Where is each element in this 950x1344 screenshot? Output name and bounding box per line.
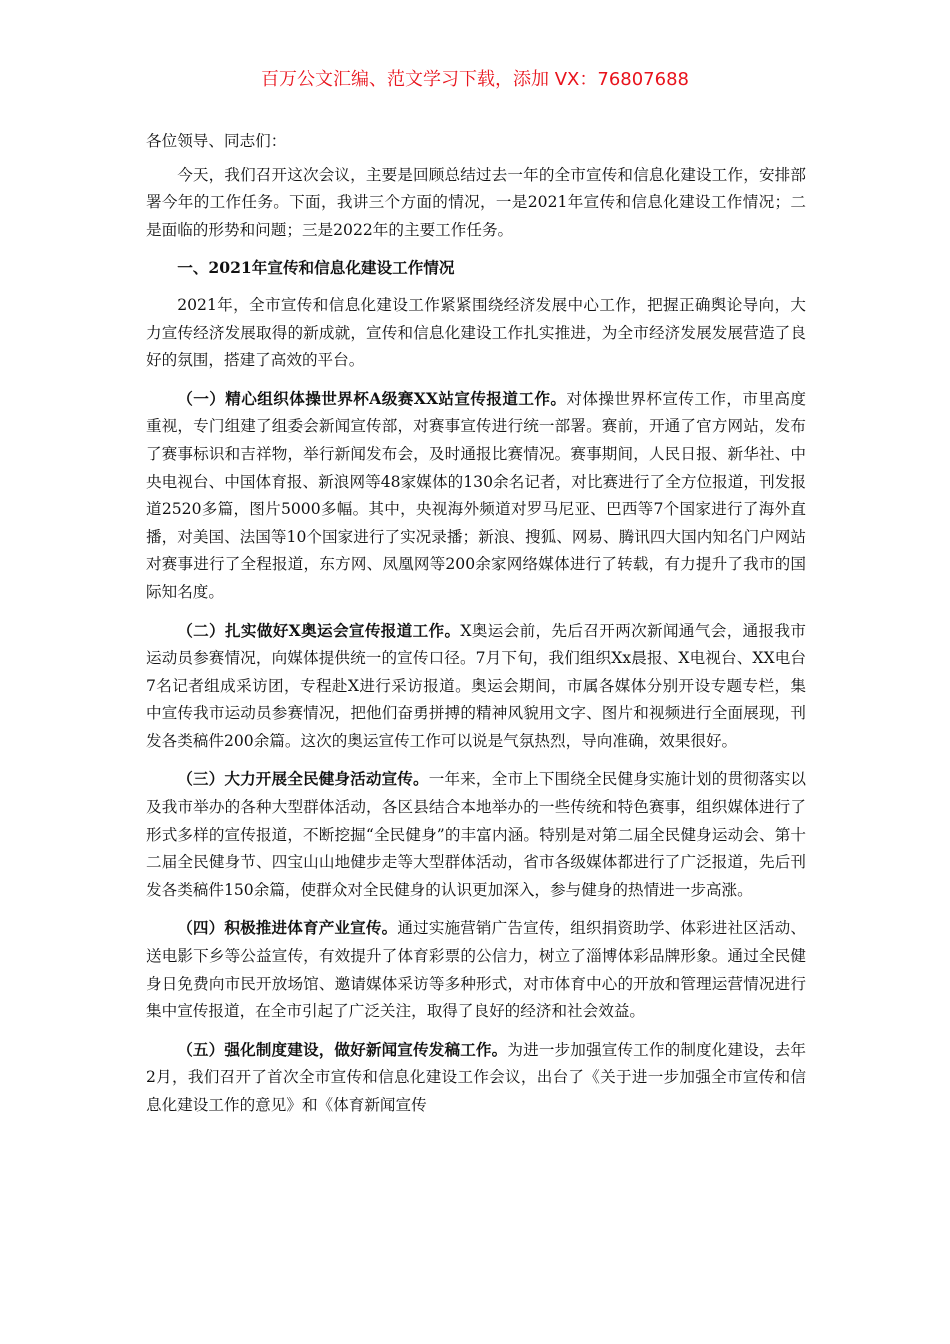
item-text-5: 为进一步加强宣传工作的制度化建设，去年2月，我们召开了首次全市宣传和信息化建设工作会议，出台了《关于进一步加强全市宣传和信息化建设工作的意见》和《体育新闻宣传 — [146, 1040, 806, 1114]
item-lead-4: （四）积极推进体育产业宣传。 — [177, 918, 398, 938]
intro-paragraph: 今天，我们召开这次会议，主要是回顾总结过去一年的全市宣传和信息化建设工作，安排部署今年的工作任务。下面，我讲三个方面的情况，一是2021年宣传和信息化建设工作情况；二是面临的形势和问题；三是2022年的主要工作任务。 — [146, 165, 806, 239]
section-heading: 一、2021年宣传和信息化建设工作情况 — [177, 258, 455, 278]
item-text-2: X奥运会前，先后召开两次新闻通气会，通报我市运动员参赛情况，向媒体提供统一的宣传口径。7月下旬，我们组织Xx晨报、X电视台、XX电台7名记者组成采访团，专程赴X进行采访报道。奥运会期间，市属各媒体分别开设专题专栏，集中宣传我市运动员参赛情况，把他们奋勇拼搏的精神风貌用文字、图片和视频进行全面展现，刊发各类稿件200余篇。这次的奥运宣传工作可以说是气氛热烈，导向准确，效果很好。 — [146, 621, 806, 750]
salutation: 各位领导、同志们： — [146, 132, 287, 150]
item-paragraph-1 — [146, 385, 806, 607]
item-text-3: 一年来，全市上下围绕全民健身实施计划的贯彻落实以及我市举办的各种大型群体活动，各区县结合本地举办的一些传统和特色赛事，组织媒体进行了形式多样的宣传报道，不断挖掘“全民健身”的丰富内涵。特别是对第二届全民健身运动会、第十二届全民健身节、四宝山山地健步走等大型群体活动，省市各级媒体都进行了广泛报道，先后刊发各类稿件150余篇，使群众对全民健身的认识更加深入，参与健身的热情进一步高涨。 — [146, 770, 806, 899]
item-lead-3: （三）大力开展全民健身活动宣传。 — [177, 769, 429, 789]
item-lead-1: （一）精心组织体操世界杯A级赛XX站宣传报道工作。 — [177, 388, 567, 408]
item-text-4: 通过实施营销广告宣传，组织捐资助学、体彩进社区活动、送电影下乡等公益宣传，有效提升了体育彩票的公信力，树立了淄博体彩品牌形象。通过全民健身日免费向市民开放场馆、邀请媒体采访等多种形式，对市体育中心的开放和管理运营情况进行集中宣传报道，在全市引起了广泛关注，取得了良好的经济和社会效益。 — [146, 919, 806, 1021]
item-paragraph-4 — [146, 914, 806, 1025]
item-paragraph-5 — [146, 1036, 806, 1120]
section-intro-paragraph: 2021年，全市宣传和信息化建设工作紧紧围绕经济发展中心工作，把握正确舆论导向，大力宣传经济发展取得的新成就，宣传和信息化建设工作扎实推进，为全市经济发展发展营造了良好的氛围，搭建了高效的平台。 — [146, 295, 806, 370]
item-text-1: 对体操世界杯宣传工作，市里高度重视，专门组建了组委会新闻宣传部，对赛事宣传进行统一部署。赛前，开通了官方网站，发布了赛事标识和吉祥物，举行新闻发布会，及时通报比赛情况。赛事期间，人民日报、新华社、中央电视台、中国体育报、新浪网等48家媒体的130余名记者，对比赛进行了全方位报道，刊发报道2520多篇，图片5000多幅。其中，央视海外频道对罗马尼亚、巴西等7个国家进行了海外直播，对美国、法国等10个国家进行了实况录播；新浪、搜狐、网易、腾讯四大国内知名门户网站对赛事进行了全程报道，东方网、凤凰网等200余家网络媒体进行了转载，有力提升了我市的国际知名度。 — [146, 389, 806, 601]
watermark-banner: 百万公文汇编、范文学习下载，添加 VX：76807688 — [261, 69, 689, 90]
item-lead-2: （二）扎实做好X奥运会宣传报道工作。 — [177, 620, 461, 640]
document-body — [146, 128, 806, 1120]
item-paragraph-3 — [146, 765, 806, 904]
item-paragraph-2 — [146, 617, 806, 756]
item-lead-5: （五）强化制度建设，做好新闻宣传发稿工作。 — [177, 1039, 508, 1059]
